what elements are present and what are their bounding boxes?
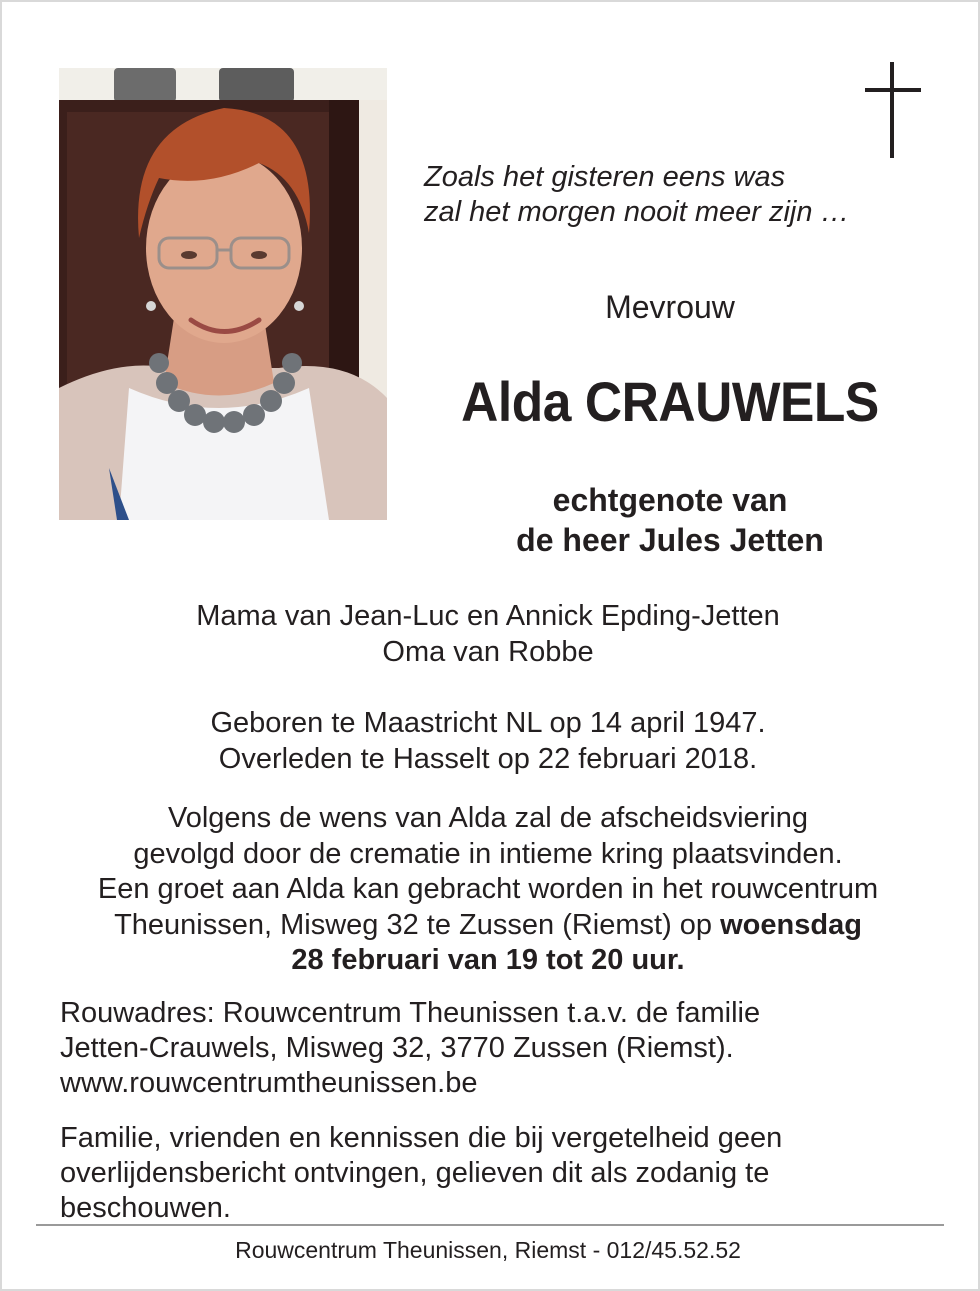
funeral-day: woensdag (720, 908, 862, 941)
notice-line-2: overlijdensbericht ontvingen, gelieven dit als zodanig te (60, 1157, 770, 1189)
spouse-info (420, 480, 920, 560)
death-date: Overleden te Hasselt op 22 februari 2018. (218, 743, 758, 775)
quote-line-1: Zoals het gisteren eens was (424, 161, 786, 193)
address-line-2: Jetten-Crauwels, Misweg 32, 3770 Zussen (Riemst). (60, 1032, 734, 1064)
notice-line-1: Familie, vrienden en kennissen die bij vergetelheid geen (60, 1122, 783, 1154)
funeral-line-4 (40, 908, 936, 944)
portrait-photo (59, 68, 387, 520)
family-line-2: Oma van Robbe (382, 636, 594, 668)
footer-contact: Rouwcentrum Theunissen, Riemst - 012/45.52.52 (235, 1237, 741, 1263)
life-dates (40, 705, 936, 777)
birth-date: Geboren te Maastricht NL op 14 april 1947. (210, 707, 766, 739)
funeral-info (40, 801, 936, 979)
salutation: Mevrouw (605, 289, 735, 325)
cross-icon (862, 62, 922, 160)
funeral-line-1: Volgens de wens van Alda zal de afscheidsviering (167, 802, 809, 834)
funeral-line-3: Een groet aan Alda kan gebracht worden in het rouwcentrum (97, 873, 879, 905)
address-website: www.rouwcentrumtheunissen.be (60, 1067, 478, 1099)
mourning-address (60, 996, 940, 1101)
funeral-date-time: 28 februari van 19 tot 20 uur. (291, 944, 685, 976)
notice-line-3: beschouwen. (60, 1192, 231, 1224)
notice-text (60, 1121, 940, 1226)
funeral-line-5 (40, 943, 936, 979)
funeral-line-2: gevolgd door de crematie in intieme kring plaatsvinden. (133, 837, 843, 870)
deceased-name: Alda CRAUWELS (461, 370, 879, 433)
family-info (40, 598, 936, 670)
family-line-1: Mama van Jean-Luc en Annick Epding-Jetten (196, 600, 780, 632)
spouse-line-2: de heer Jules Jetten (516, 522, 824, 558)
funeral-line-4-text: Theunissen, Misweg 32 te Zussen (Riemst) op (114, 908, 721, 941)
quote-line-2: zal het morgen nooit meer zijn … (424, 196, 850, 228)
quote (424, 160, 924, 230)
spouse-line-1: echtgenote van (552, 482, 788, 518)
footer-divider (36, 1224, 944, 1226)
address-line-1: Rouwadres: Rouwcentrum Theunissen t.a.v. de familie (60, 997, 761, 1029)
